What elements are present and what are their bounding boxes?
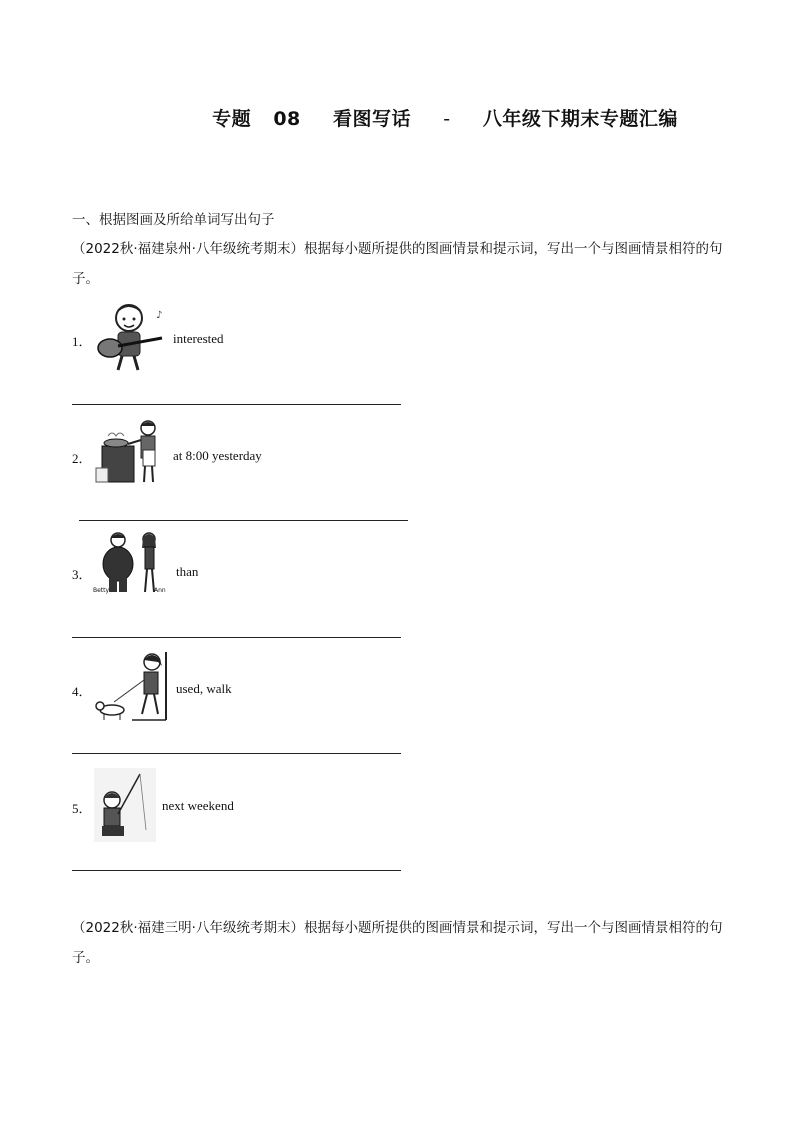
part2-instruction: （2022秋·福建三明·八年级统考期末）根据每小题所提供的图画情景和提示词，写出一个与图画情景相符的句子。 [72, 920, 723, 966]
answer-line-4[interactable] [72, 753, 401, 754]
label-ann: Ann [154, 587, 166, 594]
svg-text:♪: ♪ [156, 310, 163, 321]
item-3-hint: than [176, 564, 199, 579]
answer-line-1[interactable] [72, 404, 401, 405]
section-heading: 一、根据图画及所给单词写出句子 [72, 212, 275, 228]
title-topic-name: 看图写话 [333, 108, 412, 130]
item-5-hint: next weekend [162, 798, 234, 813]
title-dash: - [443, 108, 451, 130]
woman-walking-dog-picture [92, 650, 170, 722]
boy-playing-guitar-picture [96, 300, 168, 376]
title-topic-number: 08 [273, 108, 301, 130]
item-1-hint: interested [173, 331, 224, 346]
answer-line-3[interactable] [72, 637, 401, 638]
answer-line-2[interactable] [79, 520, 408, 521]
item-4-number: 4． [72, 684, 92, 699]
item-4-hint: used, walk [176, 681, 232, 696]
item-2-number: 2． [72, 451, 92, 466]
answer-line-5[interactable] [72, 870, 401, 871]
part1-instruction: （2022秋·福建泉州·八年级统考期末）根据每小题所提供的图画情景和提示词，写出一个与图画情景相符的句子。 [72, 241, 723, 287]
label-betty: Betty [93, 587, 110, 594]
page-title [0, 104, 794, 131]
item-1-number: 1． [72, 334, 92, 349]
item-2-hint: at 8:00 yesterday [173, 448, 262, 463]
item-3-number: 3． [72, 567, 92, 582]
title-topic-label: 专题 [212, 108, 252, 130]
woman-cooking-picture [94, 416, 164, 488]
boy-fishing-picture [94, 768, 156, 842]
item-5-number: 5． [72, 801, 92, 816]
title-collection: 八年级下期末专题汇编 [482, 108, 678, 130]
